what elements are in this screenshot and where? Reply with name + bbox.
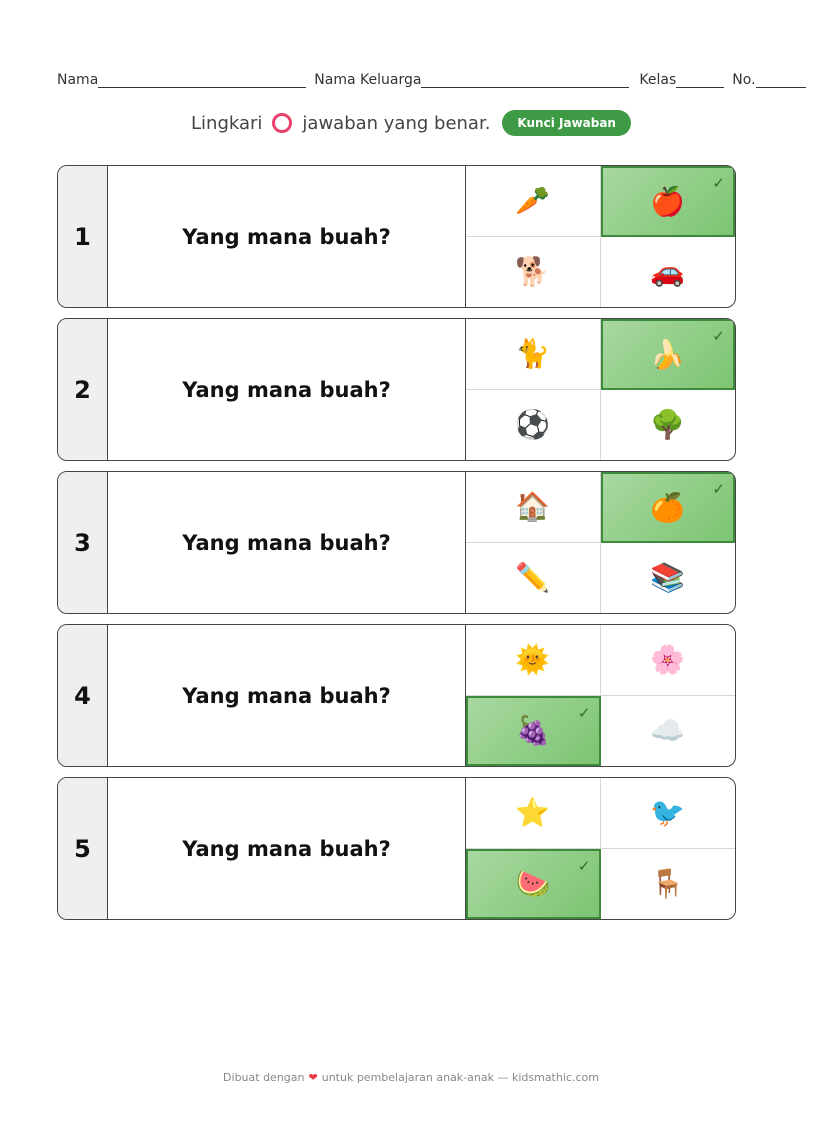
question-number: 3 [58,472,108,613]
check-icon: ✓ [712,327,725,345]
answer-option[interactable] [466,166,601,237]
answer-option[interactable] [601,543,736,614]
option-picture-icon: 🌸 [650,643,686,677]
answer-option[interactable] [466,778,601,849]
option-picture-icon: 🍊 [650,490,686,524]
answer-option[interactable] [601,625,736,696]
kelas-line[interactable] [676,73,724,88]
option-picture-icon: 📚 [650,561,686,595]
question-text: Yang mana buah? [108,472,466,613]
instruction [0,110,822,136]
answer-option[interactable] [601,390,736,461]
answer-grid [466,778,735,919]
heart-icon: ❤ [308,1071,318,1084]
answer-option[interactable] [601,696,736,767]
question-text: Yang mana buah? [108,625,466,766]
answer-option[interactable] [466,543,601,614]
option-picture-icon: ⚽ [515,408,551,442]
question-row [57,777,736,920]
question-text: Yang mana buah? [108,319,466,460]
option-picture-icon: 🐦 [650,796,686,830]
question-row [57,624,736,767]
answer-option-correct[interactable] [601,472,736,543]
answer-option[interactable] [466,625,601,696]
option-picture-icon: 🐕 [515,255,551,289]
answer-option[interactable] [601,237,736,308]
nama-line[interactable] [98,73,306,88]
option-picture-icon: 🐈 [515,337,551,371]
no-line[interactable] [756,73,806,88]
question-row [57,318,736,461]
answer-option[interactable] [466,472,601,543]
answer-option[interactable] [601,778,736,849]
instruction-text-after: jawaban yang benar. [302,112,491,134]
option-picture-icon: 🏠 [515,490,551,524]
answer-option[interactable] [466,319,601,390]
footer [0,1071,822,1084]
answer-grid [466,319,735,460]
option-picture-icon: 🍎 [650,184,686,218]
answer-option[interactable] [466,390,601,461]
check-icon: ✓ [712,480,725,498]
nama-label: Nama [57,72,99,88]
answer-grid [466,472,735,613]
answer-grid [466,166,735,307]
student-info-header [57,68,822,88]
question-text: Yang mana buah? [108,166,466,307]
kelas-label: Kelas [639,72,677,88]
option-picture-icon: 🌞 [515,643,551,677]
answer-option[interactable] [601,849,736,920]
answer-option-correct[interactable] [601,319,736,390]
question-row [57,471,736,614]
option-picture-icon: 🥕 [515,184,551,218]
no-label: No. [732,72,756,88]
nama-keluarga-label: Nama Keluarga [314,72,422,88]
option-picture-icon: 🍌 [650,337,686,371]
check-icon: ✓ [577,856,591,875]
question-text: Yang mana buah? [108,778,466,919]
answer-option[interactable] [466,237,601,308]
option-picture-icon: ⭐ [515,796,551,830]
option-picture-icon: ✏️ [515,561,551,595]
option-picture-icon: 🍉 [515,867,551,901]
question-row [57,165,736,308]
footer-text-after: untuk pembelajaran anak-anak — kidsmathic.com [321,1071,599,1084]
answer-grid [466,625,735,766]
check-icon: ✓ [577,703,591,722]
nama-keluarga-line[interactable] [421,73,629,88]
question-number: 2 [58,319,108,460]
option-picture-icon: 🌳 [650,408,686,442]
question-number: 1 [58,166,108,307]
circle-icon [272,113,292,133]
question-number: 4 [58,625,108,766]
answer-key-badge: Kunci Jawaban [502,110,631,136]
option-picture-icon: 🪑 [650,867,686,901]
option-picture-icon: 🚗 [650,255,686,289]
option-picture-icon: ☁️ [650,714,686,748]
answer-option-correct[interactable] [466,849,601,920]
question-number: 5 [58,778,108,919]
check-icon: ✓ [712,174,725,192]
answer-option-correct[interactable] [601,166,736,237]
answer-option-correct[interactable] [466,696,601,767]
option-picture-icon: 🍇 [515,714,551,748]
instruction-text-before: Lingkari [191,112,263,134]
footer-text-before: Dibuat dengan [223,1071,305,1084]
